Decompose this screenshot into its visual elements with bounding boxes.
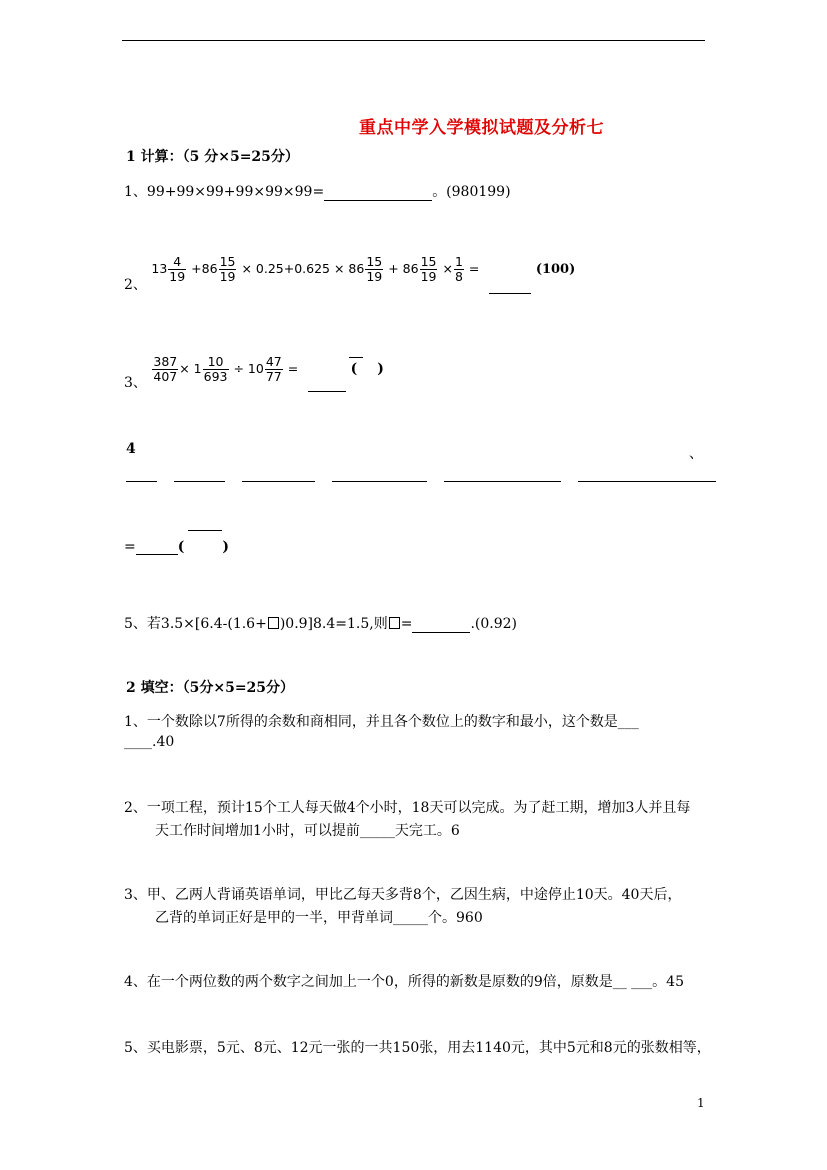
- q3-label: 3、: [124, 375, 147, 391]
- q2-op: × 0.25+0.625 × 86: [241, 260, 365, 276]
- q5-text: )0.9]8.4=1.5,则: [279, 616, 388, 632]
- q4-blank-line: [578, 481, 716, 482]
- fill-q2-line1: 2、一项工程，预计15个工人每天做4个小时，18天可以完成。为了赶工期，增加3人并且每: [124, 800, 691, 816]
- answer-blank[interactable]: [324, 200, 432, 201]
- fill-q3-line1: 3、甲、乙两人背诵英语单词，甲比乙每天多背8个，乙因生病，中途停止10天。40天后，: [124, 887, 682, 903]
- q3-equals: =: [287, 360, 299, 376]
- fill-q3-line2: 乙背的单词正好是甲的一半，甲背单词_____个。960: [155, 910, 483, 926]
- q4-label: 4: [126, 441, 136, 457]
- q2-op: ×: [442, 260, 453, 276]
- q3-op: × 1: [179, 360, 202, 376]
- box-placeholder: [268, 617, 279, 629]
- q2-term-whole: 13: [151, 260, 168, 276]
- section1-heading: 1 计算：（5 分×5=25分）: [126, 149, 299, 165]
- q4-blank-line: [126, 481, 157, 482]
- answer-blank[interactable]: [308, 391, 346, 392]
- question-1-5: [124, 613, 517, 633]
- q5-answer: .(0.92): [470, 616, 518, 632]
- q4-blank-line: [174, 481, 225, 482]
- q2-label: 2、: [124, 277, 147, 293]
- q4-blank-line: [332, 481, 427, 482]
- q2-fraction: $\frac{15}{19}$: [219, 253, 236, 284]
- q3-fraction: $\frac{10}{693}$: [203, 353, 228, 384]
- q3-paren-close: ): [377, 361, 384, 377]
- fill-q5: 5、买电影票，5元、8元、12元一张的一共150张，用去1140元，其中5元和8元的张数相等，: [124, 1040, 711, 1056]
- box-placeholder: [389, 617, 400, 629]
- q5-equals: =: [400, 616, 413, 632]
- fill-q4: 4、在一个两位数的两个数字之间加上一个0，所得的新数是原数的9倍，原数是__ ___。45: [124, 974, 684, 990]
- q2-op: +86: [191, 260, 218, 276]
- section2-heading: 2 填空：（5分×5=25分）: [126, 680, 295, 696]
- answer-blank[interactable]: [412, 632, 470, 633]
- question-1-3: [124, 346, 384, 392]
- q4-blank-line: [444, 481, 561, 482]
- q2-fraction: $\frac{1}{8}$: [454, 253, 463, 284]
- q2-op: + 86: [388, 260, 419, 276]
- q3-overline: [349, 357, 363, 358]
- header-rule: [122, 40, 705, 41]
- fill-q1-line1: 1、一个数除以7所得的余数和商相同，并且各个数位上的数字和最小，这个数是___: [124, 714, 639, 730]
- q4-paren-close: ): [222, 539, 229, 555]
- q2-answer: (100): [535, 262, 576, 277]
- answer-blank[interactable]: [489, 293, 531, 294]
- q3-op: ÷ 10: [233, 360, 264, 376]
- q5-text: 5、若3.5×[6.4-(1.6+: [124, 616, 267, 632]
- q2-equals: =: [468, 260, 480, 276]
- fill-q1-line2: ____.40: [124, 734, 175, 750]
- q4-comma: 、: [689, 446, 703, 462]
- q3-fraction: $\frac{47}{77}$: [265, 353, 282, 384]
- q4-overline: [188, 530, 222, 531]
- q4-equals: =: [124, 539, 136, 555]
- q2-fraction: $\frac{4}{19}$: [169, 253, 186, 284]
- q3-fraction: $\frac{387}{407}$: [153, 353, 178, 384]
- answer-blank[interactable]: [136, 554, 178, 555]
- page-title: 重点中学入学模拟试题及分析七: [359, 118, 604, 138]
- q1-answer: 。(980199): [432, 184, 511, 200]
- q2-fraction: $\frac{15}{19}$: [420, 253, 437, 284]
- fill-q2-line2: 天工作时间增加1小时，可以提前_____天完工。6: [155, 823, 460, 839]
- q4-blank-line: [242, 481, 315, 482]
- q4-answer-line: [124, 539, 229, 555]
- question-1-1: [124, 181, 511, 201]
- q2-fraction: $\frac{15}{19}$: [366, 253, 383, 284]
- question-1-2: [124, 244, 575, 294]
- q1-text: 1、99+99×99+99×99×99=: [124, 184, 325, 200]
- q3-paren-open: (: [350, 361, 358, 377]
- page-number: 1: [697, 1096, 705, 1110]
- q4-paren-open: (: [177, 539, 185, 555]
